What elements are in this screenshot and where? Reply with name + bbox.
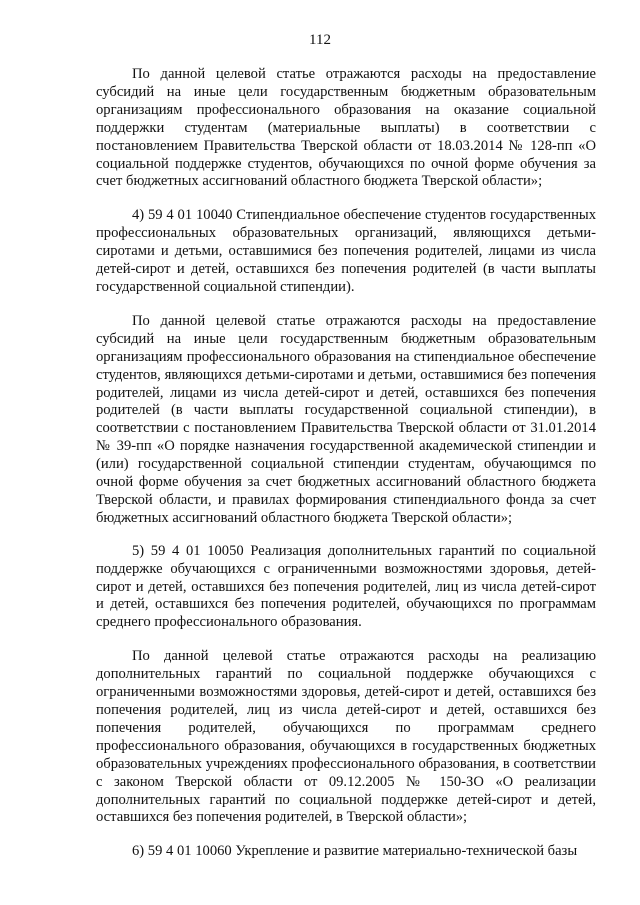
paragraph-subsidies-guarantees: По данной целевой статье отражаются расходы на реализацию дополнительных гарантий по социальной поддержке обучающихся с ограниченными возможностями здоровья, детей-сирот и детей, оставшихся без попечения родителей, лиц из числа детей-сирот и детей, оставшихся без попечения родителей, обучающихся по программам среднего профессионального образования, обучающихся в государственных бюджетных образовательных учреждениях профессионального образования, в соответствии с законом Тверской области от 09.12.2005 № 150-ЗО «О реализации дополнительных гарантий по социальной поддержке детей-сирот и детей, оставшихся без попечения родителей, в Тверской области»;: [96, 648, 596, 826]
paragraph-item-6-material-base: 6) 59 4 01 10060 Укрепление и развитие материально-технической базы: [132, 843, 578, 860]
page-number: 112: [309, 32, 331, 48]
paragraph-item-5-guarantees: 5) 59 4 01 10050 Реализация дополнительных гарантий по социальной поддержке обучающихся с ограниченными возможностями здоровья, детей-сирот и детей, оставшихся без попечения родителей, лиц из числа детей-сирот и детей, оставшихся без попечения родителей, обучающихся по программам среднего профессионального образования.: [96, 542, 596, 631]
paragraph-subsidies-scholarship: По данной целевой статье отражаются расходы на предоставление субсидий на иные цели государственным бюджетным образовательным организациям профессионального образования на стипендиальное обеспечение студентов, являющихся детьми-сиротами и детьми, оставшимися без попечения родителей, лицами из числа детей-сирот и детей, оставшихся без попечения родителей (в части выплаты государственной социальной стипендии), в соответствии с постановлением Правительства Тверской области от 31.01.2014 № 39-пп «О порядке назначения государственной академической стипендии и (или) государственной социальной стипендии студентам, обучающимся по очной форме обучения за счет бюджетных ассигнований областного бюджета Тверской области, и правилах формирования стипендиального фонда за счет бюджетных ассигнований областного бюджета Тверской области»;: [96, 312, 596, 526]
paragraph-item-4-scholarship: 4) 59 4 01 10040 Стипендиальное обеспечение студентов государственных профессиональных образовательных организаций, являющихся детьми-сиротами и детьми, оставшимися без попечения родителей, лицами из числа детей-сирот и детей, оставшихся без попечения родителей (в части выплаты государственной социальной стипендии).: [96, 207, 596, 295]
paragraph-subsidies-social-support: По данной целевой статье отражаются расходы на предоставление субсидий на иные цели государственным бюджетным образовательным организациям профессионального образования на оказание социальной поддержки студентам (материальные выплаты) в соответствии с постановлением Правительства Тверской области от 18.03.2014 № 128-пп «О социальной поддержке студентов, обучающихся по очной форме обучения за счет бюджетных ассигнований областного бюджета Тверской области»;: [96, 66, 596, 190]
document-body: [96, 66, 596, 861]
